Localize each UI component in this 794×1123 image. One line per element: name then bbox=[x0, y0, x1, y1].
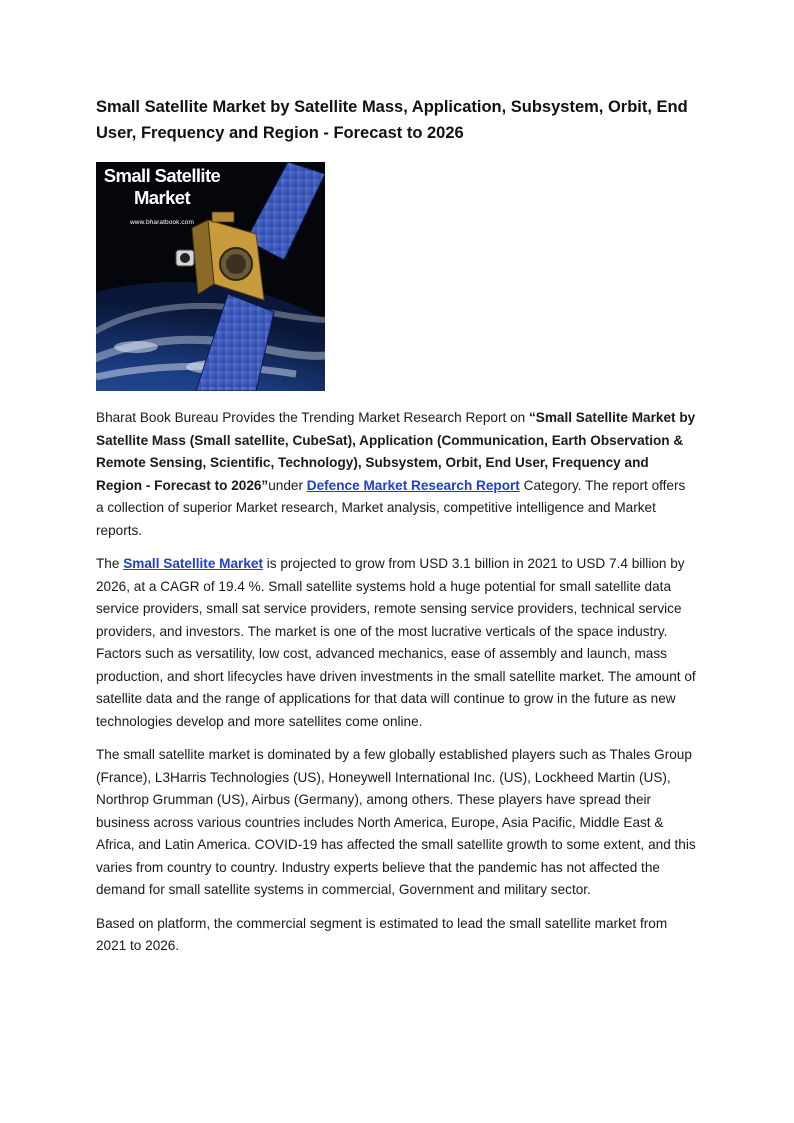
intro-report-name: “Small Satellite Market by Satellite Mass (Small satellite, CubeSat), Application (Communication, Earth Observation & Remote Sensing, Scientific, Technology), Subsystem, Orbit, End User, Frequency and Region - Forecast to 2026” bbox=[96, 410, 696, 493]
para2-prefix: The bbox=[96, 556, 124, 571]
intro-paragraph bbox=[96, 407, 696, 542]
cover-url: www.bharatbook.com bbox=[130, 219, 194, 226]
para2-suffix: is projected to grow from USD 3.1 billion in 2021 to USD 7.4 billion by 2026, at a CAGR of 19.4 %. Small satellite systems hold a huge potential for small satellite data service providers, small sat service providers, remote sensing service providers, technical service providers, and investors. The market is one of the most lucrative verticals of the space industry. Factors such as versatility, low cost, advanced mechanics, ease of assembly and launch, mass production, and short lifecycles have driven investments in the small satellite market. The amount of satellite data and the range of applications for that data will continue to grow in the future as new technologies develop and more satellites come online. bbox=[96, 556, 696, 729]
market-size-paragraph bbox=[96, 553, 696, 733]
small-satellite-market-link[interactable]: Small Satellite Market bbox=[123, 556, 263, 571]
cover-title-line2: Market bbox=[133, 187, 191, 208]
platform-paragraph: Based on platform, the commercial segment is estimated to lead the small satellite market from 2021 to 2026. bbox=[96, 915, 668, 953]
intro-mid: under bbox=[268, 477, 307, 493]
defence-market-report-link[interactable]: Defence Market Research Report bbox=[306, 477, 520, 493]
intro-prefix: Bharat Book Bureau Provides the Trending Market Research Report on bbox=[96, 410, 529, 425]
key-players-paragraph: The small satellite market is dominated by a few globally established players such as Thales Group (France), L3Harris Technologies (US), Honeywell International Inc. (US), Lockheed Martin (US), Northrop Grumman (US), Airbus (Germany), among others. These players have spread their business across various countries includes North America, Europe, Asia Pacific, Middle East & Africa, and Latin America. COVID-19 has affected the small satellite growth to some extent, and this varies from country to country. Industry experts believe that the pandemic has not affected the demand for small satellite systems in commercial, Government and military sector. bbox=[96, 747, 696, 897]
document-title: Small Satellite Market by Satellite Mass, Application, Subsystem, Orbit, End User, Frequency and Region - Forecast to 2026 bbox=[96, 98, 688, 142]
cover-title bbox=[96, 165, 228, 209]
intro-suffix: Category. The report offers a collection of superior Market research, Market analysis, competitive intelligence and Market reports. bbox=[96, 477, 686, 538]
document-page bbox=[96, 94, 696, 969]
cover-title-line1: Small Satellite bbox=[103, 165, 221, 186]
cover-image bbox=[96, 162, 325, 391]
